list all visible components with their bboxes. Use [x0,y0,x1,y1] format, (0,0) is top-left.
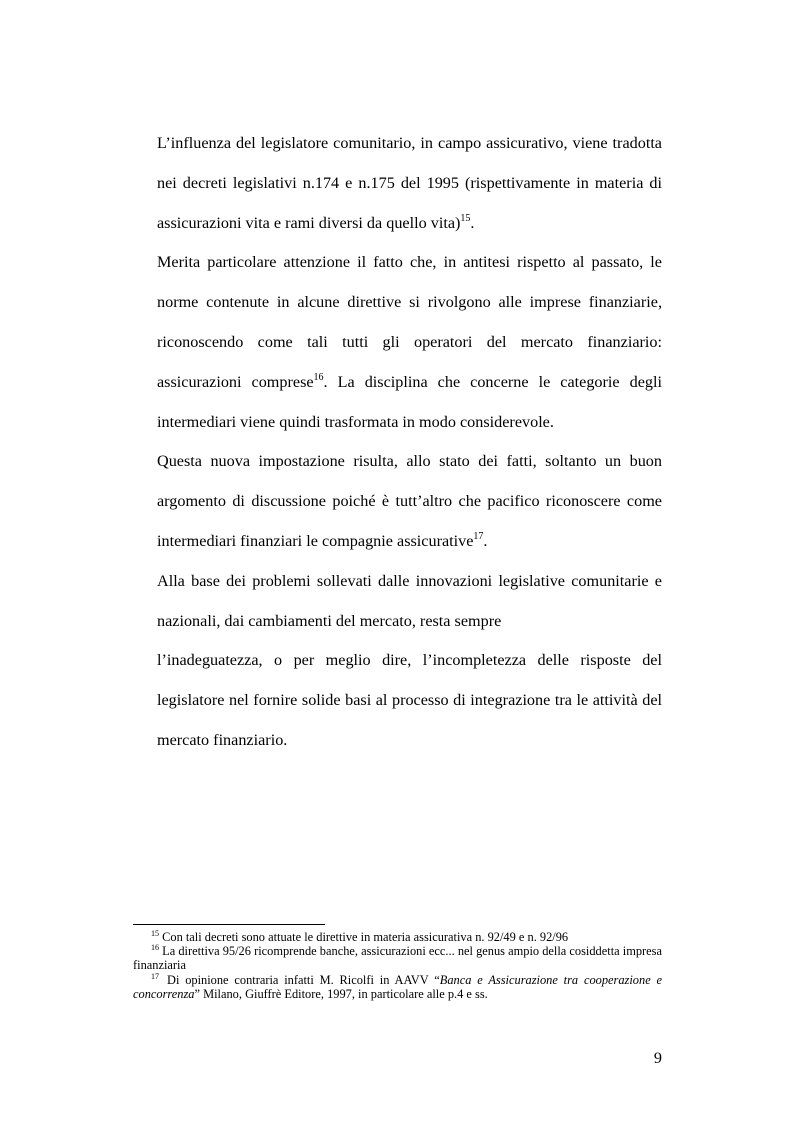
footnotes [133,929,663,1001]
footnote-15-number: 15 [151,929,159,938]
paragraph-1 [157,124,662,243]
footnote-15 [133,930,662,944]
footnote-separator [133,924,325,925]
footnote-16-number: 16 [151,943,159,953]
paragraph-3-tail: . [483,531,488,550]
footnote-17-text: Di opinione contraria infatti M. Ricolfi in AAVV “ [167,972,440,987]
paragraph-3 [157,442,662,561]
page-number: 9 [653,1049,662,1067]
footnote-16 [133,944,662,972]
paragraph-2 [157,243,662,442]
footnote-17-title: Banca e Assicurazione tra cooperazione e concorrenza [133,972,663,1001]
paragraph-1-text: L’influenza del legislatore comunitario, in campo assicurativo, viene tradotta nei decreti legislativi n.174 e n.175 del 1995 (rispettivamente in materia di assicurazioni vita e rami diversi da quello vita) [157,134,662,232]
body-text [157,124,662,761]
footnote-17-number: 17 [151,971,159,981]
paragraph-3-text: Questa nuova impostazione risulta, allo stato dei fatti, soltanto un buon argomento di discussione poiché è tutt’altro che pacifico riconoscere come intermediari finanziari le compagnie assicurative [157,452,662,550]
footnote-ref-17: 17 [473,530,484,542]
paragraph-4b: l’inadeguatezza, o per meglio dire, l’incompletezza delle risposte del legislatore nel fornire solide basi al processo di integrazione tra le attività del mercato finanziario. [157,651,662,749]
paragraph-2-tail: . La disciplina che concerne le categorie degli intermediari viene quindi trasformata in modo considerevole. [157,372,662,431]
footnote-15-text: Con tali decreti sono attuate le direttive in materia assicurativa n. 92/49 e n. 92/96 [162,930,569,944]
footnote-17-text-after: ” Milano, Giuffrè Editore, 1997, in particolare alle p.4 e ss. [194,986,488,1001]
footnote-17 [133,973,662,1001]
paragraph-2-text: Merita particolare attenzione il fatto che, in antitesi rispetto al passato, le norme contenute in alcune direttive si rivolgono alle imprese finanziarie, riconoscendo come tali tutti gli operatori del mercato finanziario: assicurazioni comprese [157,253,662,391]
footnote-ref-15: 15 [460,212,471,224]
footnote-16-text: La direttiva 95/26 ricomprende banche, assicurazioni ecc... nel genus ampio della cosiddetta impresa finanziaria [133,944,662,973]
footnote-ref-16: 16 [313,371,324,383]
paragraph-4a: Alla base dei problemi sollevati dalle innovazioni legislative comunitarie e nazionali, dai cambiamenti del mercato, resta sempre [157,571,662,630]
paragraph-1-tail: . [470,213,475,232]
